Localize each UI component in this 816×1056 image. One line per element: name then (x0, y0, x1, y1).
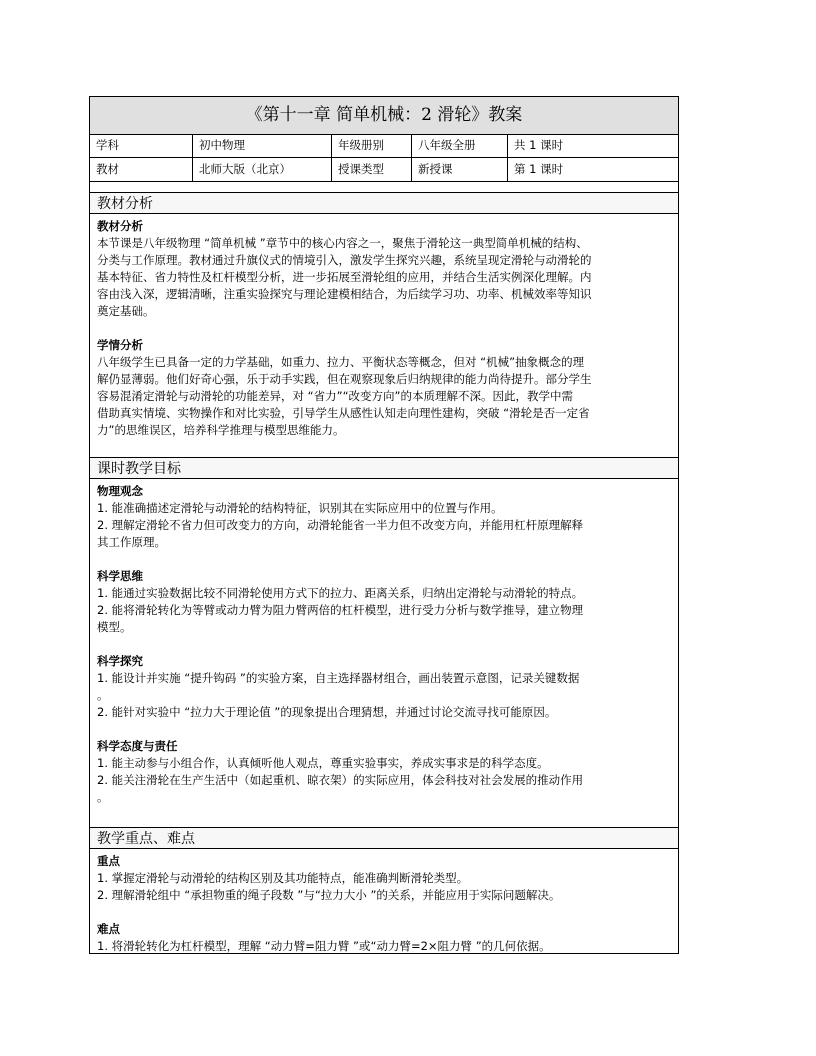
learner-line-4: 借助真实情境、实物操作和对比实验，引导学生从感性认知走向理性建构，突破 “滑轮是否一定省 (97, 406, 590, 420)
objective-group-title: 物理观念 (97, 484, 143, 498)
subheading-difficult-points: 难点 (97, 922, 120, 936)
info-subject-label: 学科 (90, 134, 193, 157)
learner-line-1: 八年级学生已具备一定的力学基础，如重力、拉力、平衡状态等概念，但对 “机械”抽象概念的理 (97, 355, 585, 369)
difficult-point-line: 1. 将滑轮转化为杠杆模型，理解 “动力臂=阻力臂 ”或“动力臂=2×阻力臂 ”的几何依据。 (97, 939, 551, 953)
objective-line: 1. 能准确描述定滑轮与动滑轮的结构特征，识别其在实际应用中的位置与作用。 (97, 501, 503, 515)
objective-line: 2. 能关注滑轮在生产生活中（如起重机、晾衣架）的实际应用，体会科技对社会发展的推动作用 (97, 773, 584, 787)
info-grade-value: 八年级全册 (412, 134, 508, 157)
learner-line-5: 力”的思维误区，培养科学推理与模型思维能力。 (97, 423, 345, 437)
info-textbook-label: 教材 (90, 158, 193, 181)
material-line-5: 奠定基础。 (97, 304, 155, 318)
info-row-2 (90, 158, 678, 182)
info-textbook-value: 北师大版（北京） (193, 158, 332, 181)
section-body-material-analysis (90, 216, 678, 439)
section-heading-objectives: 课时教学目标 (90, 457, 678, 479)
info-grade-label: 年级册别 (332, 134, 412, 157)
objective-line: 。 (97, 688, 109, 702)
section-heading-key-difficult: 教学重点、难点 (90, 827, 678, 849)
objective-line: 。 (97, 790, 109, 804)
info-lesson-type-label: 授课类型 (332, 158, 412, 181)
info-period-number: 第 1 课时 (514, 162, 564, 176)
key-point-line: 1. 掌握定滑轮与动滑轮的结构区别及其功能特点，能准确判断滑轮类型。 (97, 871, 469, 885)
section-body-objectives (90, 481, 678, 806)
objective-line: 1. 能通过实验数据比较不同滑轮使用方式下的拉力、距离关系，归纳出定滑轮与动滑轮的特点。 (97, 586, 584, 600)
material-line-2: 分类与工作原理。教材通过升旗仪式的情境引入，激发学生探究兴趣，系统呈现定滑轮与动滑轮的 (97, 253, 592, 267)
lesson-plan-sheet (89, 96, 679, 954)
material-line-1: 本节课是八年级物理 “简单机械 ”章节中的核心内容之一，聚焦于滑轮这一典型简单机械的结构、 (97, 236, 588, 250)
info-subject-value: 初中物理 (193, 134, 332, 157)
objective-line: 1. 能主动参与小组合作，认真倾听他人观点，尊重实验事实，养成实事求是的科学态度。 (97, 756, 549, 770)
objective-group-title: 科学探究 (97, 654, 143, 668)
objective-group-title: 科学态度与责任 (97, 739, 178, 753)
section-body-key-difficult (90, 851, 678, 955)
info-total-periods: 共 1 课时 (514, 138, 564, 152)
key-point-line: 2. 理解滑轮组中 “承担物重的绳子段数 ”与“拉力大小 ”的关系，并能应用于实际问题解决。 (97, 888, 561, 902)
subheading-key-points: 重点 (97, 854, 120, 868)
info-lesson-type-value: 新授课 (412, 158, 508, 181)
learner-line-3: 容易混淆定滑轮与动滑轮的功能差异，对 “省力”“改变方向”的本质理解不深。因此，教学中需 (97, 389, 573, 403)
material-line-4: 容由浅入深，逻辑清晰，注重实验探究与理论建模相结合，为后续学习功、功率、机械效率等知识 (97, 287, 592, 301)
objective-line: 2. 能将滑轮转化为等臂或动力臂为阻力臂两倍的杠杆模型，进行受力分析与数学推导，建立物理 (97, 603, 584, 617)
objective-line: 2. 能针对实验中 “拉力大于理论值 ”的现象提出合理猜想，并通过讨论交流寻找可能原因。 (97, 705, 557, 719)
learner-line-2: 解仍显薄弱。他们好奇心强，乐于动手实践，但在观察现象后归纳规律的能力尚待提升。部分学生 (97, 372, 592, 386)
subheading-material: 教材分析 (97, 219, 143, 233)
objective-group-title: 科学思维 (97, 569, 143, 583)
info-row-1 (90, 134, 678, 158)
objective-line: 1. 能设计并实施 “提升钩码 ”的实验方案，自主选择器材组合，画出装置示意图，记录关键数据 (97, 671, 580, 685)
section-heading-material-analysis: 教材分析 (90, 192, 678, 214)
objective-line: 2. 理解定滑轮不省力但可改变力的方向，动滑轮能省一半力但不改变方向，并能用杠杆原理解释 (97, 518, 584, 532)
page-title: 《第十一章 简单机械：2 滑轮》教案 (90, 97, 678, 135)
objective-line: 模型。 (97, 620, 132, 634)
objective-line: 其工作原理。 (97, 535, 166, 549)
material-line-3: 基本特征、省力特性及杠杆模型分析，进一步拓展至滑轮组的应用，并结合生活实例深化理解。内 (97, 270, 592, 284)
subheading-learner: 学情分析 (97, 338, 143, 352)
